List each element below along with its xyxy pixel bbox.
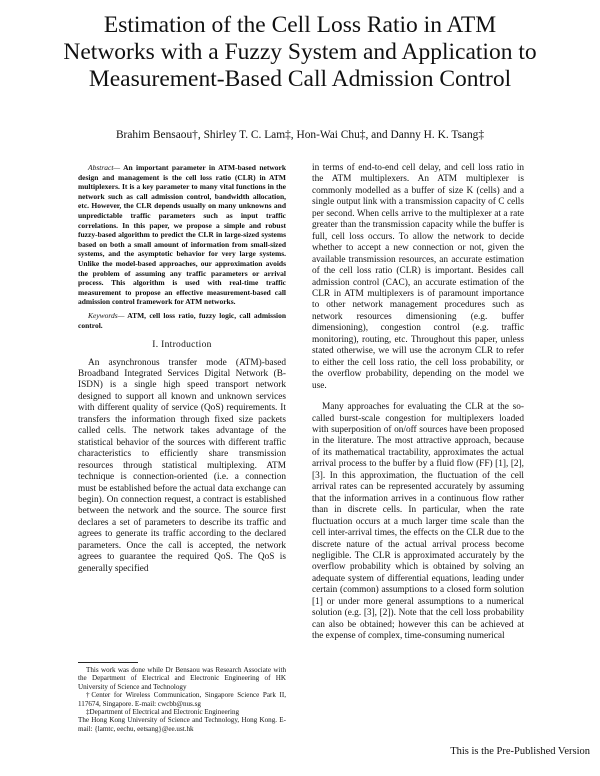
body-paragraph: in terms of end-to-end cell delay, and cell loss ratio in the ATM multiplexers. An ATM multiplexer is commonly modelled as a buffer of size K (cells) and a single output link with a transmission capacity of C cells per second. When cells arrive to the multiplexer at a rate greater than the transmission capacity while the buffer is full, cell loss occurs. To allow the network to decide whether to accept a new connection or not, given the available transmission resources, an accurate estimation of the cell loss ratio (CLR) is important. Besides call admission control (CAC), an accurate estimation of the CLR in ATM multiplexers is of paramount importance to other network management procedures such as network resources dimensioning (e.g. buffer dimensioning), congestion control (e.g. traffic monitoring), routing, etc. Throughout this paper, unless stated otherwise, we will use the acronym CLR to refer to either the cell loss ratio, the cell loss probability, or the overflow probability, depending on the model we use. [312, 163, 524, 391]
body-paragraph: Many approaches for evaluating the CLR at the so-called burst-scale congestion for multiplexers loaded with superposition of on/off sources have been proposed in the literature. The most attractive approach, because of its mathematical tractability, approximates the actual arrival process to the buffer by a fluid flow (FF) [1], [2], [3]. In this approximation, the fluctuation of the cell arrival rates can be represented accurately by assuming that the information arrives in a continuous flow rather than in discrete cells. In particular, when the rate fluctuation occurs at a much larger time scale than the cell inter-arrival times, the effects on the CLR due to the discrete nature of the actual arrival process become negligible. The CLR is approximated accurately by the overflow probability which is obtained by solving an adequate system of differential equations, leading under certain (common) assumptions to a closed form solution [1] or under more general assumptions to a numerical solution (e.g. [3], [2]). Note that the cell loss probability can also be obtained; however this can be achieved at the expense of complex, time-consuming numerical [312, 402, 524, 642]
keywords [78, 311, 286, 330]
intro-paragraph: An asynchronous transfer mode (ATM)-based Broadband Integrated Services Digital Network (B-ISDN) is a single high speed transport network designed to support all known and unknown services with different quality of service (QoS) requirements. It transfers the information through fixed size packets called cells. The network takes advantage of the statistical behavior of the sources with different traffic characteristics to efficiently share transmission resources through statistical multiplexing. ATM technique is connection-oriented (i.e. a connection must be established before the actual data exchange can begin). On connection request, a contract is established between the network and the source. The source first declares a set of parameters to describe its traffic and agrees to generate its traffic according to the declared parameters. Once the call is accepted, the network agrees to guarantee the required QoS. The QoS is generally specified [78, 357, 286, 574]
author-list: Brahim Bensaou†, Shirley T. C. Lam‡, Hon-Wai Chu‡, and Danny H. K. Tsang‡ [115, 129, 485, 141]
prepublished-footer: This is the Pre-Published Version [450, 746, 590, 757]
footnotes [78, 666, 286, 733]
right-column [312, 163, 524, 643]
left-column [78, 163, 286, 575]
footnote: ‡Department of Electrical and Electronic Engineering [86, 708, 240, 717]
footnote: †Center for Wireless Communication, Singapore Science Park II, 117674, Singapore. E-mail: cwcbb@nus.sg [78, 691, 286, 708]
keywords-text: ATM, cell loss ratio, fuzzy logic, call admission control. [78, 310, 286, 330]
paper-title: Estimation of the Cell Loss Ratio in ATM Networks with a Fuzzy System and Application to Measurement-Based Call Admission Control [63, 12, 537, 92]
abstract [78, 163, 286, 307]
footnote: The Hong Kong University of Science and Technology, Hong Kong. E-mail: {lamtc, eechu, eetsang}@ee.ust.hk [78, 716, 286, 733]
abstract-text: An important parameter in ATM-based network design and management is the cell loss ratio (CLR) in ATM multiplexers. It is a key parameter to many vital functions in the network such as call admission control, bandwidth allocation, etc. However, the CLR depends usually on many unknowns and unpredictable traffic parameters such as input traffic correlations. In this paper, we propose a simple and robust fuzzy-based algorithm to predict the CLR in large-sized systems based on both a small amount of information from small-sized systems, and the asymptotic behavior for very large systems. Unlike the model-based approaches, our approximation avoids the problem of assuming any traffic parameters or arrival process. This algorithm is used with real-time traffic measurement to propose an effective measurement-based call admission control framework for ATM networks. [78, 163, 286, 307]
section-heading-introduction: I. Introduction [152, 340, 212, 351]
keywords-lead: Keywords— [88, 310, 125, 320]
abstract-lead: Abstract— [88, 163, 121, 172]
footnote-rule [78, 662, 138, 663]
footnote: This work was done while Dr Bensaou was Research Associate with the Department of Electrical and Electronic Engineering of HK University of Science and Technology [78, 666, 286, 691]
